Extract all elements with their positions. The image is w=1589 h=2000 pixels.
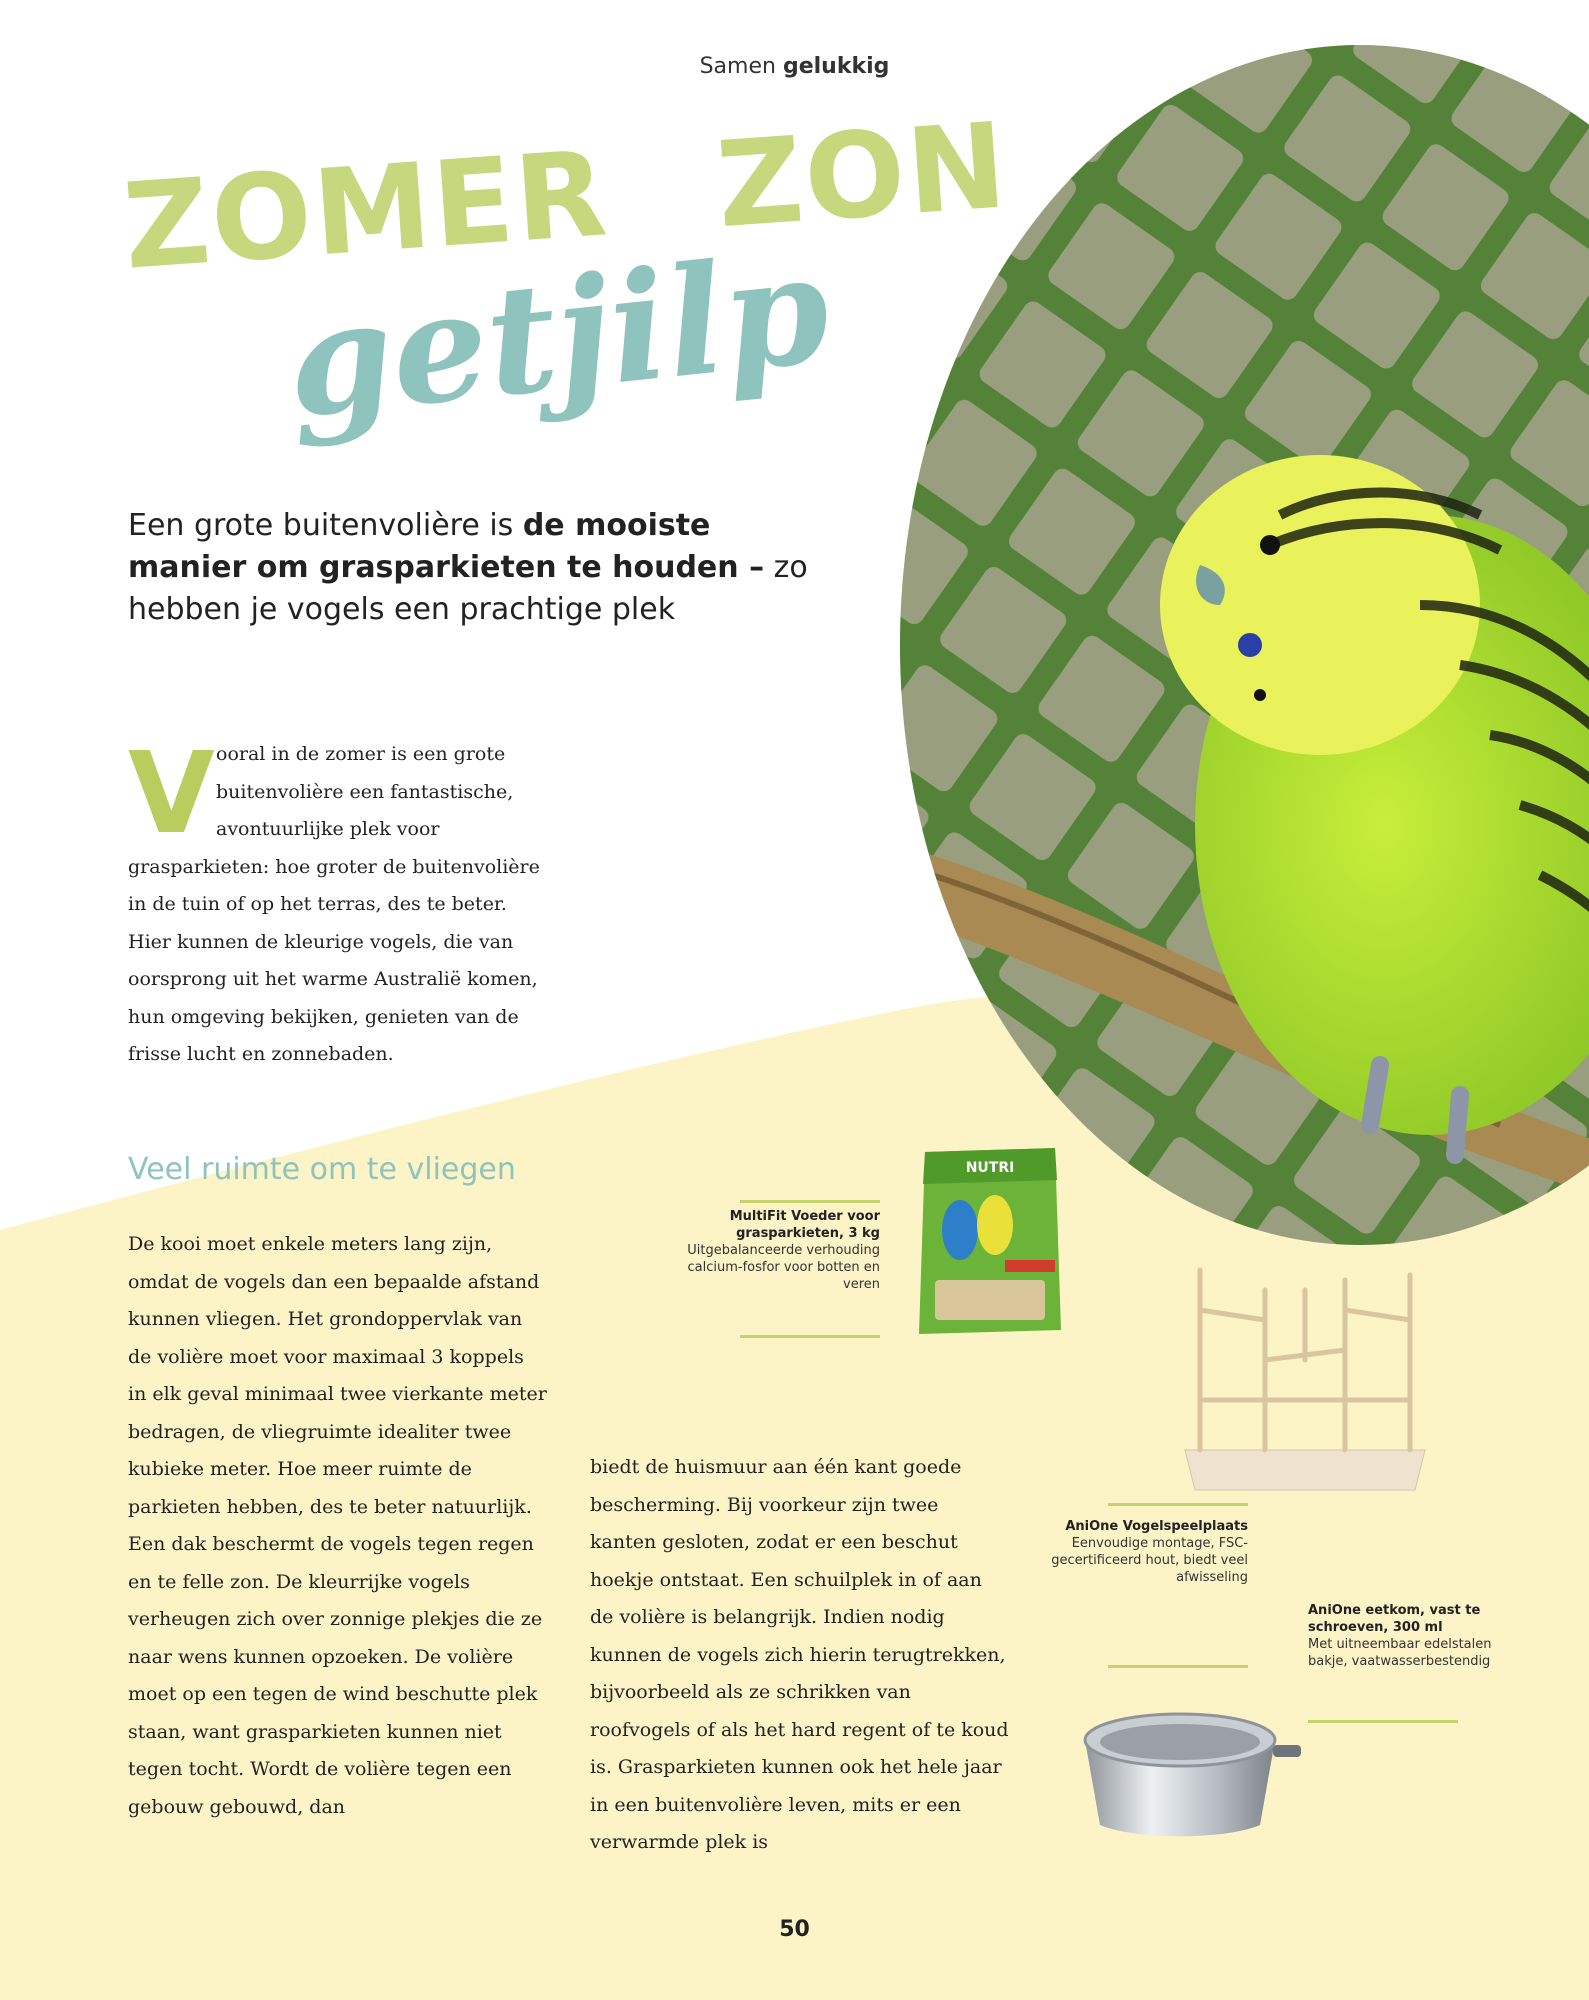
- caption-rule: [1108, 1665, 1248, 1668]
- caption-rule: [740, 1335, 880, 1338]
- running-head-regular: Samen: [699, 54, 776, 79]
- title-line2: getjilp: [278, 220, 837, 453]
- body-column-2: biedt de huismuur aan één kant goede bescherming. Bij voorkeur zijn twee kanten gesloten, zodat er een beschut hoekje ontstaat. Een schuilplek in of aan de volière is belangrijk. Indien nodig kunnen de vogels zich hierin terugtrekken, bijvoorbeeld als ze schrikken van roofvogels of als het hard regent of te koud is. Grasparkieten kunnen ook het hele jaar in een buitenvolière leven, mits er een verwarmde plek is: [590, 1456, 1009, 1853]
- food-description: Uitgebalanceerde verhouding calcium-fosfor voor botten en veren: [687, 1243, 880, 1292]
- title-word-zon: ZON: [712, 96, 1013, 255]
- caption-rule: [1108, 1503, 1248, 1506]
- food-bag-label: NUTRI: [965, 1160, 1015, 1176]
- intro-paragraph: [128, 729, 548, 1074]
- intro-text: ooral in de zomer is een grote buitenvolière een fantastische, avontuurlijke plek voor grasparkieten: hoe groter de buitenvolière in de tuin of op het terras, des te beter. Hier kunnen de kleurige vogels, die van oorsprong uit het warme Australië komen, hun omgeving bekijken, genieten van de frisse lucht en zonnebaden.: [128, 743, 540, 1065]
- subheading: Veel ruimte om te vliegen: [128, 1152, 516, 1187]
- playground-title: AniOne Vogelspeelplaats: [1065, 1519, 1248, 1534]
- playground-caption: [1040, 1518, 1248, 1586]
- food-bag-image: [915, 1140, 1065, 1340]
- bowl-image: [1075, 1700, 1305, 1850]
- page-number: 50: [779, 1917, 810, 1942]
- title-word-zomer: ZOMER: [119, 124, 613, 296]
- lead-part1: Een grote buitenvolière is: [128, 508, 523, 543]
- bowl-description: Met uitneembaar edelstalen bakje, vaatwasserbestendig: [1308, 1637, 1492, 1669]
- food-title: MultiFit Voeder voor grasparkieten, 3 kg: [729, 1209, 880, 1241]
- caption-rule: [1308, 1720, 1458, 1723]
- bowl-caption: [1308, 1602, 1498, 1670]
- caption-rule: [740, 1200, 880, 1203]
- playground-image: [1175, 1250, 1435, 1500]
- drop-cap: V: [128, 729, 215, 859]
- running-head: [0, 54, 1589, 79]
- body-column-1: De kooi moet enkele meters lang zijn, omdat de vogels dan een bepaalde afstand kunnen vliegen. Het grondoppervlak van de volière moet voor maximaal 3 koppels in elk geval minimaal twee vierkante meter bedragen, de vliegruimte idealiter twee kubieke meter. Hoe meer ruimte de parkieten hebben, des te beter natuurlijk. Een dak beschermt de vogels tegen regen en te felle zon. De kleurrijke vogels verheugen zich over zonnige plekjes die ze naar wens kunnen opzoeken. De volière moet op een tegen de wind beschutte plek staan, want grasparkieten kunnen niet tegen tocht. Wordt de volière tegen een gebouw gebouwd, dan: [128, 1233, 547, 1818]
- lead-bold: de mooiste manier om grasparkieten te houden –: [128, 508, 765, 585]
- lead-paragraph: [128, 505, 828, 631]
- food-caption: [680, 1208, 880, 1293]
- running-head-bold: gelukkig: [782, 54, 890, 79]
- bowl-title: AniOne eetkom, vast te schroeven, 300 ml: [1308, 1603, 1481, 1635]
- playground-description: Eenvoudige montage, FSC-gecertificeerd hout, biedt veel afwisseling: [1051, 1536, 1248, 1585]
- lead-part2: zo hebben je vogels een prachtige plek: [128, 550, 808, 627]
